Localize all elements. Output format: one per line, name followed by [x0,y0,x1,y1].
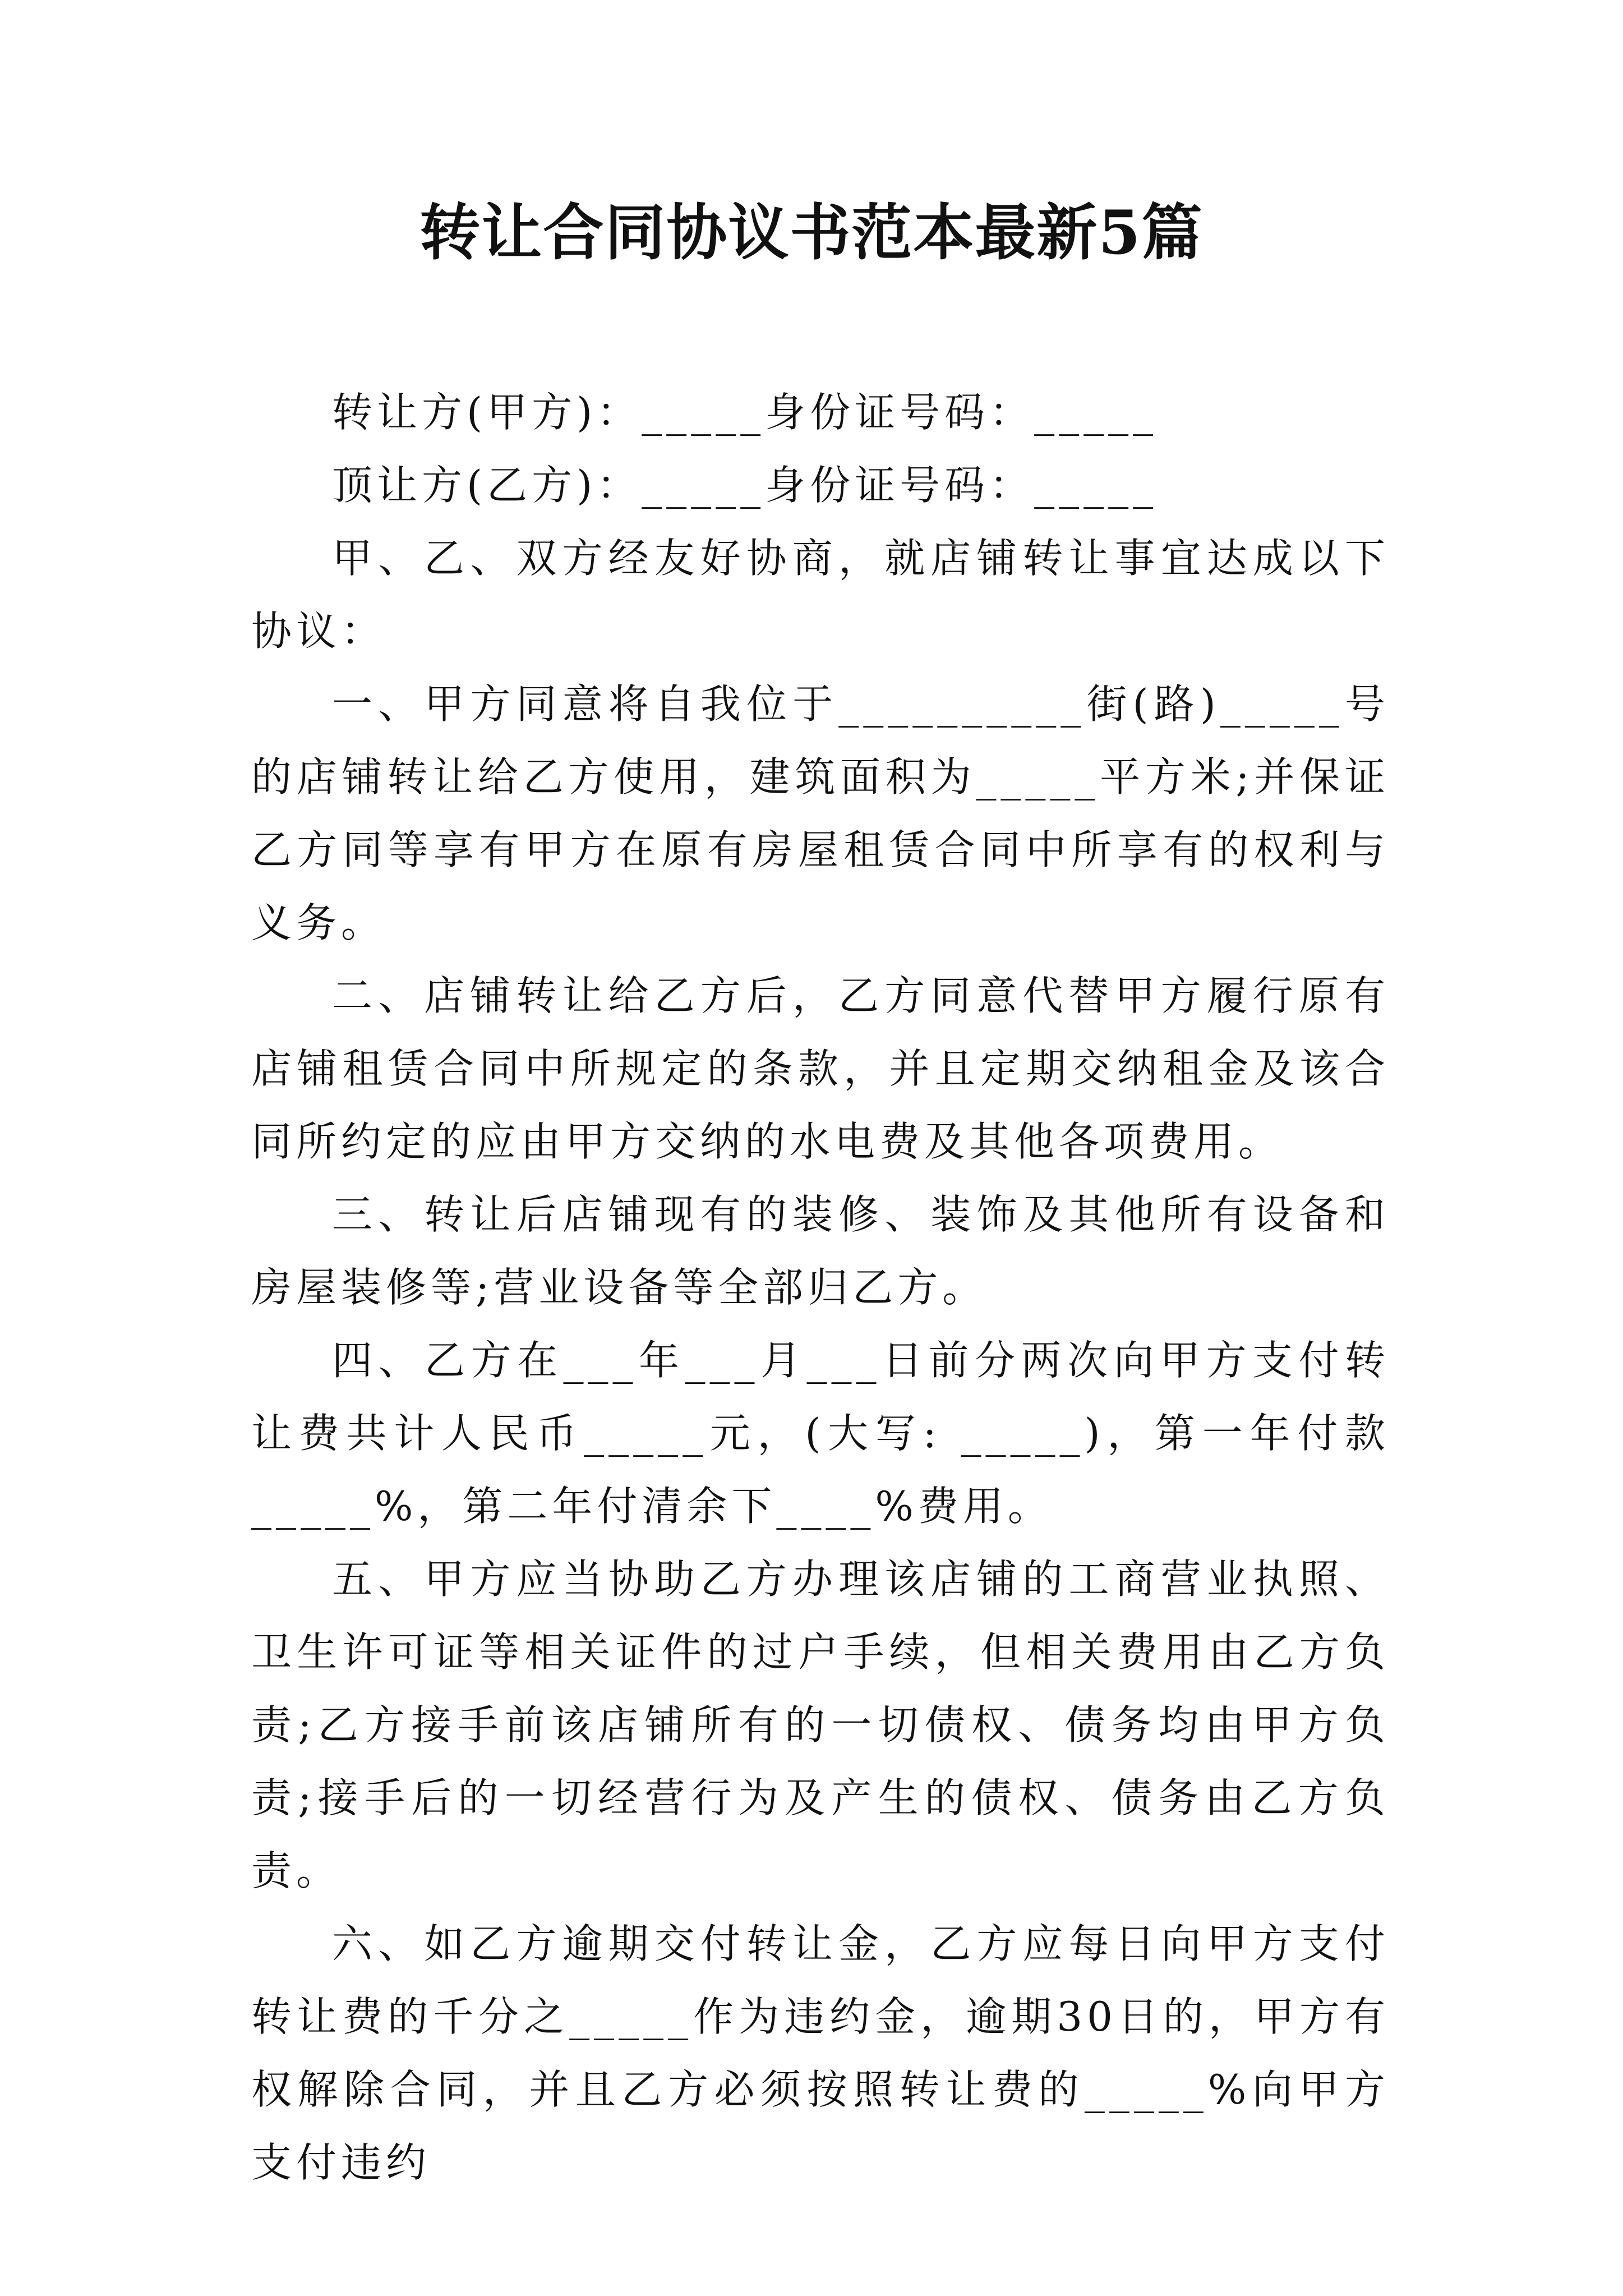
party-b-line: 顶让方(乙方)：_____身份证号码：_____ [332,462,1158,509]
document-title: 转让合同协议书范本最新5篇 [419,197,1204,268]
clause-5: 五、甲方应当协助乙方办理该店铺的工商营业执照、卫生许可证等相关证件的过户手续，但相关费用由乙方负责;乙方接手前该店铺所有的一切债权、债务均由甲方负责;接手后的一切经营行为及产生的债权、债务由乙方负责。 [251,1556,1390,1894]
document-body [251,376,1390,2199]
clause-4: 四、乙方在___年___月___日前分两次向甲方支付转让费共计人民币_____元，(大写: _____)，第一年付款_____%，第二年付清余下____%费用。 [251,1337,1390,1530]
clause-3: 三、转让后店铺现有的装修、装饰及其他所有设备和房屋装修等;营业设备等全部归乙方。 [251,1191,1390,1311]
clause-1: 一、甲方同意将自我位于__________街(路)_____号的店铺转让给乙方使用，建筑面积为_____平方米;并保证乙方同等享有甲方在原有房屋租赁合同中所享有的权利与义务。 [251,680,1390,946]
clause-2: 二、店铺转让给乙方后，乙方同意代替甲方履行原有店铺租赁合同中所规定的条款，并且定期交纳租金及该合同所约定的应由甲方交纳的水电费及其他各项费用。 [251,972,1390,1165]
paragraph-intro: 甲、乙、双方经友好协商，就店铺转让事宜达成以下协议： [251,535,1390,655]
clause-6: 六、如乙方逾期交付转让金，乙方应每日向甲方支付转让费的千分之_____作为违约金，逾期30日的，甲方有权解除合同，并且乙方必须按照转让费的_____%向甲方支付违约 [251,1920,1390,2186]
party-a-line: 转让方(甲方)：_____身份证号码：_____ [332,389,1158,436]
